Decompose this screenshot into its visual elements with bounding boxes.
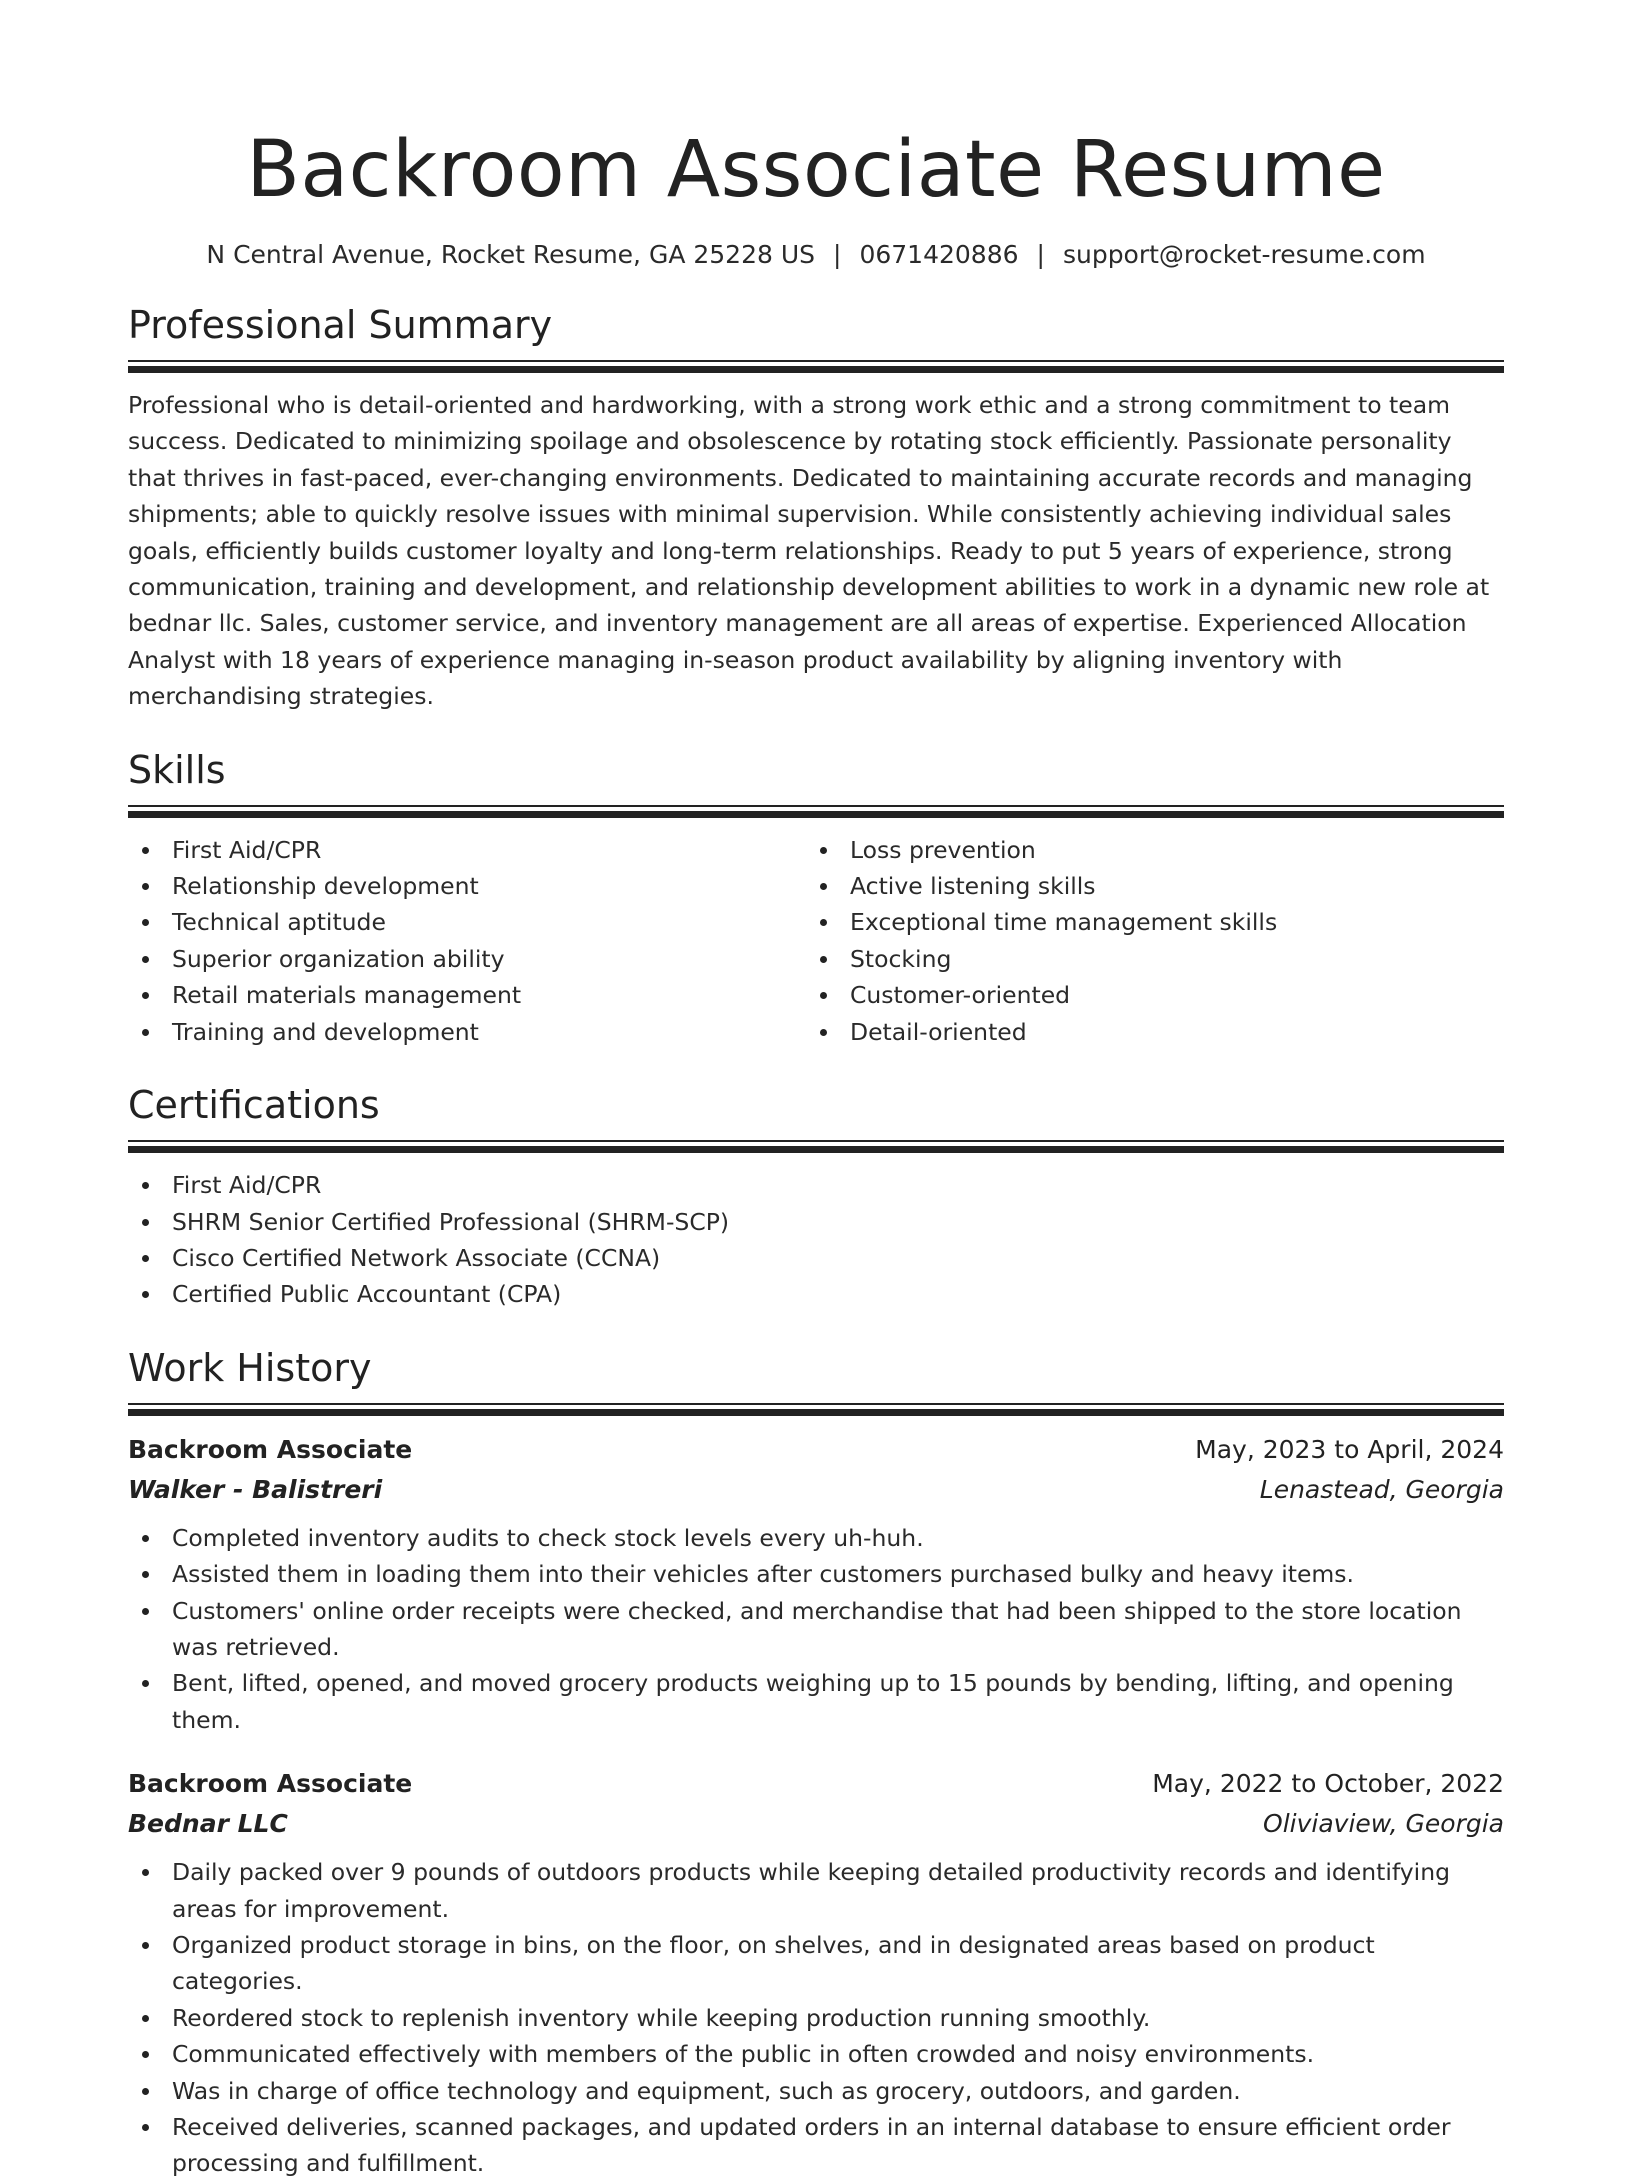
contact-line [128, 238, 1504, 272]
certification-item: SHRM Senior Certified Professional (SHRM-SCP) [128, 1204, 1504, 1240]
skills-heading: Skills [128, 747, 226, 792]
section-divider [128, 1403, 1504, 1416]
certifications-section [128, 1082, 1504, 1313]
contact-separator: | [1036, 240, 1045, 269]
job-duty: Reordered stock to replenish inventory while keeping production running smoothly. [128, 2000, 1504, 2036]
certification-item: First Aid/CPR [128, 1167, 1504, 1203]
job-subheader [128, 1470, 1504, 1510]
job-duty: Completed inventory audits to check stock levels every uh-huh. [128, 1520, 1504, 1556]
summary-section [128, 302, 1504, 715]
job-location: Oliviaview, Georgia [1263, 1809, 1504, 1839]
skill-item: Stocking [806, 941, 1484, 977]
job-entry [128, 1764, 1504, 2182]
skill-item: Loss prevention [806, 832, 1484, 868]
job-header [128, 1764, 1504, 1804]
skill-item: Active listening skills [806, 868, 1484, 904]
job-company: Walker - Balistreri [128, 1474, 383, 1504]
skill-item: First Aid/CPR [128, 832, 806, 868]
skill-item: Superior organization ability [128, 941, 806, 977]
contact-email: support@rocket-resume.com [1062, 240, 1426, 269]
job-dates: May, 2023 to April, 2024 [1195, 1434, 1504, 1464]
skill-item: Customer-oriented [806, 977, 1484, 1013]
skill-item: Retail materials management [128, 977, 806, 1013]
resume-page [128, 0, 1504, 2182]
certification-item: Certified Public Accountant (CPA) [128, 1276, 1504, 1312]
skills-section [128, 747, 1504, 1050]
job-entry [128, 1430, 1504, 1738]
contact-phone: 0671420886 [859, 240, 1019, 269]
skill-item: Technical aptitude [128, 904, 806, 940]
job-duty: Customers' online order receipts were checked, and merchandise that had been shipped to the store location was retrieved. [128, 1593, 1504, 1666]
job-title: Backroom Associate [128, 1434, 413, 1464]
summary-text: Professional who is detail-oriented and hardworking, with a strong work ethic and a strong commitment to team success. Dedicated to minimizing spoilage and obsolescence by rotating stock efficiently. Passionate personality that thrives in fast-paced, ever-changing environments. Dedicated to maintaining accurate records and managing shipments; able to quickly resolve issues with minimal supervision. While consistently achieving individual sales goals, efficiently builds customer loyalty and long-term relationships. Ready to put 5 years of experience, strong communication, training and development, and relationship development abilities to work in a dynamic new role at bednar llc. Sales, customer service, and inventory management are all areas of expertise. Experienced Allocation Analyst with 18 years of experience managing in-season product availability by aligning inventory with merchandising strategies. [128, 391, 1490, 711]
job-subheader [128, 1804, 1504, 1844]
section-divider [128, 1140, 1504, 1153]
job-duty: Organized product storage in bins, on the floor, on shelves, and in designated areas based on product categories. [128, 1927, 1504, 2000]
skill-item: Detail-oriented [806, 1014, 1484, 1050]
resume-title: Backroom Associate Resume [246, 125, 1386, 215]
job-header [128, 1430, 1504, 1470]
contact-separator: | [833, 240, 842, 269]
section-divider [128, 360, 1504, 373]
job-duties [128, 1854, 1504, 2182]
job-duty: Assisted them in loading them into their vehicles after customers purchased bulky and heavy items. [128, 1556, 1504, 1592]
certification-item: Cisco Certified Network Associate (CCNA) [128, 1240, 1504, 1276]
work-history-heading: Work History [128, 1345, 372, 1390]
section-divider [128, 805, 1504, 818]
job-company: Bednar LLC [128, 1809, 288, 1839]
summary-heading: Professional Summary [128, 303, 553, 347]
contact-address: N Central Avenue, Rocket Resume, GA 25228 US [206, 240, 816, 269]
work-history-section [128, 1345, 1504, 2182]
skill-item: Exceptional time management skills [806, 904, 1484, 940]
job-title: Backroom Associate [128, 1769, 413, 1799]
job-duty: Bent, lifted, opened, and moved grocery products weighing up to 15 pounds by bending, lifting, and opening them. [128, 1665, 1504, 1738]
skills-grid [128, 832, 1504, 1050]
certifications-list [128, 1167, 1504, 1313]
job-dates: May, 2022 to October, 2022 [1152, 1769, 1504, 1799]
job-duty: Daily packed over 9 pounds of outdoors products while keeping detailed productivity records and identifying areas for improvement. [128, 1854, 1504, 1927]
skill-item: Relationship development [128, 868, 806, 904]
skills-list-left [128, 832, 806, 1050]
skill-item: Training and development [128, 1014, 806, 1050]
job-location: Lenastead, Georgia [1259, 1474, 1504, 1504]
job-duty: Received deliveries, scanned packages, and updated orders in an internal database to ensure efficient order processing and fulfillment. [128, 2109, 1504, 2182]
job-duty: Communicated effectively with members of the public in often crowded and noisy environments. [128, 2036, 1504, 2072]
certifications-heading: Certifications [128, 1083, 380, 1128]
job-duties [128, 1520, 1504, 1738]
job-duty: Was in charge of office technology and equipment, such as grocery, outdoors, and garden. [128, 2073, 1504, 2109]
skills-list-right [806, 832, 1484, 1050]
